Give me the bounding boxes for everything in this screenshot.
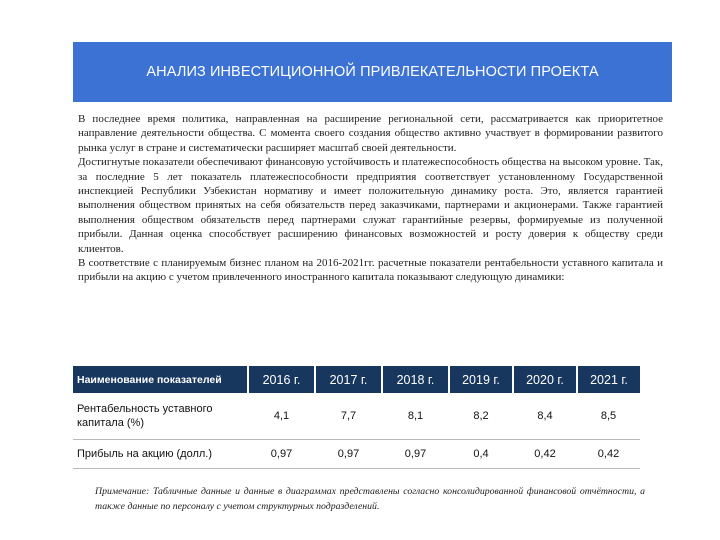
paragraph-1: В последнее время политика, направленная на расширение региональной сети, рассматривается как приоритетное направление деятельности общества. С момента своего создания общество активно участвует в формировании развитого рынка услуг в стране и систематически расширяет масштаб своей деятельности. <box>78 113 663 154</box>
title-banner <box>73 42 672 102</box>
column-header: 2019 г. <box>449 366 513 393</box>
table-cell: 0,4 <box>449 440 513 469</box>
table-cell: 0,97 <box>248 440 315 469</box>
column-header: 2016 г. <box>248 366 315 393</box>
row-label: Рентабельность уставного капитала (%) <box>73 393 248 440</box>
table-cell: 7,7 <box>315 393 382 440</box>
indicators-table <box>73 366 640 469</box>
paragraph-3: В соответствие с планируемым бизнес планом на 2016-2021гг. расчетные показатели рентабельности уставного капитала и прибыли на акцию с учетом привлеченного иностранного капитала показывают следующую динамики: <box>78 257 663 284</box>
column-header: 2021 г. <box>577 366 640 393</box>
footnote: Примечание: Табличные данные и данные в диаграммах представлены согласно консолидированной финансовой отчётности, а также данные по персоналу с учетом структурных подразделений. <box>95 486 645 512</box>
row-label: Прибыль на акцию (долл.) <box>73 440 248 469</box>
table-cell: 8,4 <box>513 393 577 440</box>
page-title: АНАЛИЗ ИНВЕСТИЦИОННОЙ ПРИВЛЕКАТЕЛЬНОСТИ ПРОЕКТА <box>146 64 599 80</box>
column-header: Наименование показателей <box>73 366 248 393</box>
table-cell: 0,42 <box>513 440 577 469</box>
table-row <box>73 393 640 440</box>
column-header: 2018 г. <box>382 366 449 393</box>
table-cell: 8,5 <box>577 393 640 440</box>
table-cell: 4,1 <box>248 393 315 440</box>
table-row <box>73 440 640 469</box>
column-header: 2020 г. <box>513 366 577 393</box>
table-cell: 8,1 <box>382 393 449 440</box>
table-cell: 0,42 <box>577 440 640 469</box>
table-cell: 0,97 <box>382 440 449 469</box>
table-cell: 0,97 <box>315 440 382 469</box>
body-text <box>78 112 663 285</box>
table-header-row <box>73 366 640 393</box>
table-cell: 8,2 <box>449 393 513 440</box>
paragraph-2: Достигнутые показатели обеспечивают финансовую устойчивость и платежеспособность общества на высоком уровне. Так, за последние 5 лет показатель платежеспособности предприятия соответствует установленному Государственной инспекцией Республики Узбекистан нормативу и имеет положительную динамику роста. Это, является гарантией выполнения обществом принятых на себя обязательств перед заказчиками, партнерами и акционерами. Также гарантией выполнения обществом обязательств перед партнерами служат гарантийные резервы, формируемые из полученной прибыли. Данная оценка способствует расширению финансовых возможностей и росту доверия к обществу среди клиентов. <box>78 156 663 255</box>
column-header: 2017 г. <box>315 366 382 393</box>
